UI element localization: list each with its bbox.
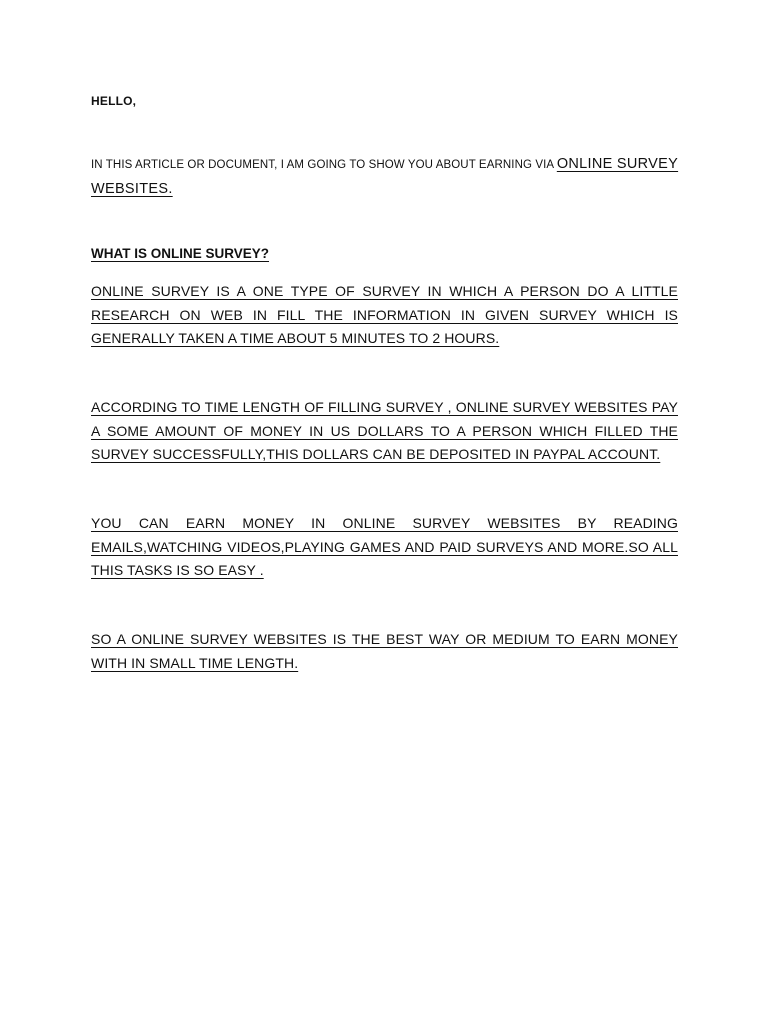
section-heading: WHAT IS ONLINE SURVEY? <box>91 246 270 261</box>
greeting: HELLO, <box>91 94 137 108</box>
intro-paragraph <box>91 152 681 202</box>
paragraph-payment: ACCORDING TO TIME LENGTH OF FILLING SURVEY , ONLINE SURVEY WEBSITES PAY A SOME AMOUNT OF MONEY IN US DOLLARS TO A PERSON WHICH FILLED THE SURVEY SUCCESSFULLY,THIS DOLLARS CAN BE DEPOSITED IN PAYPAL ACCOUNT. <box>91 399 678 462</box>
intro-text: IN THIS ARTICLE OR DOCUMENT, I AM GOING TO SHOW YOU ABOUT EARNING VIA <box>91 159 557 171</box>
paragraph-conclusion: SO A ONLINE SURVEY WEBSITES IS THE BEST WAY OR MEDIUM TO EARN MONEY WITH IN SMALL TIME LENGTH. <box>91 631 678 671</box>
online-survey-websites-link[interactable]: ONLINE SURVEY WEBSITES. <box>91 156 679 197</box>
paragraph-tasks: YOU CAN EARN MONEY IN ONLINE SURVEY WEBSITES BY READING EMAILS,WATCHING VIDEOS,PLAYING GAMES AND PAID SURVEYS AND MORE.SO ALL THIS TASKS IS SO EASY . <box>91 515 678 578</box>
paragraph-definition: ONLINE SURVEY IS A ONE TYPE OF SURVEY IN WHICH A PERSON DO A LITTLE RESEARCH ON WEB IN FILL THE INFORMATION IN GIVEN SURVEY WHICH IS GENERALLY TAKEN A TIME ABOUT 5 MINUTES TO 2 HOURS. <box>91 283 678 346</box>
